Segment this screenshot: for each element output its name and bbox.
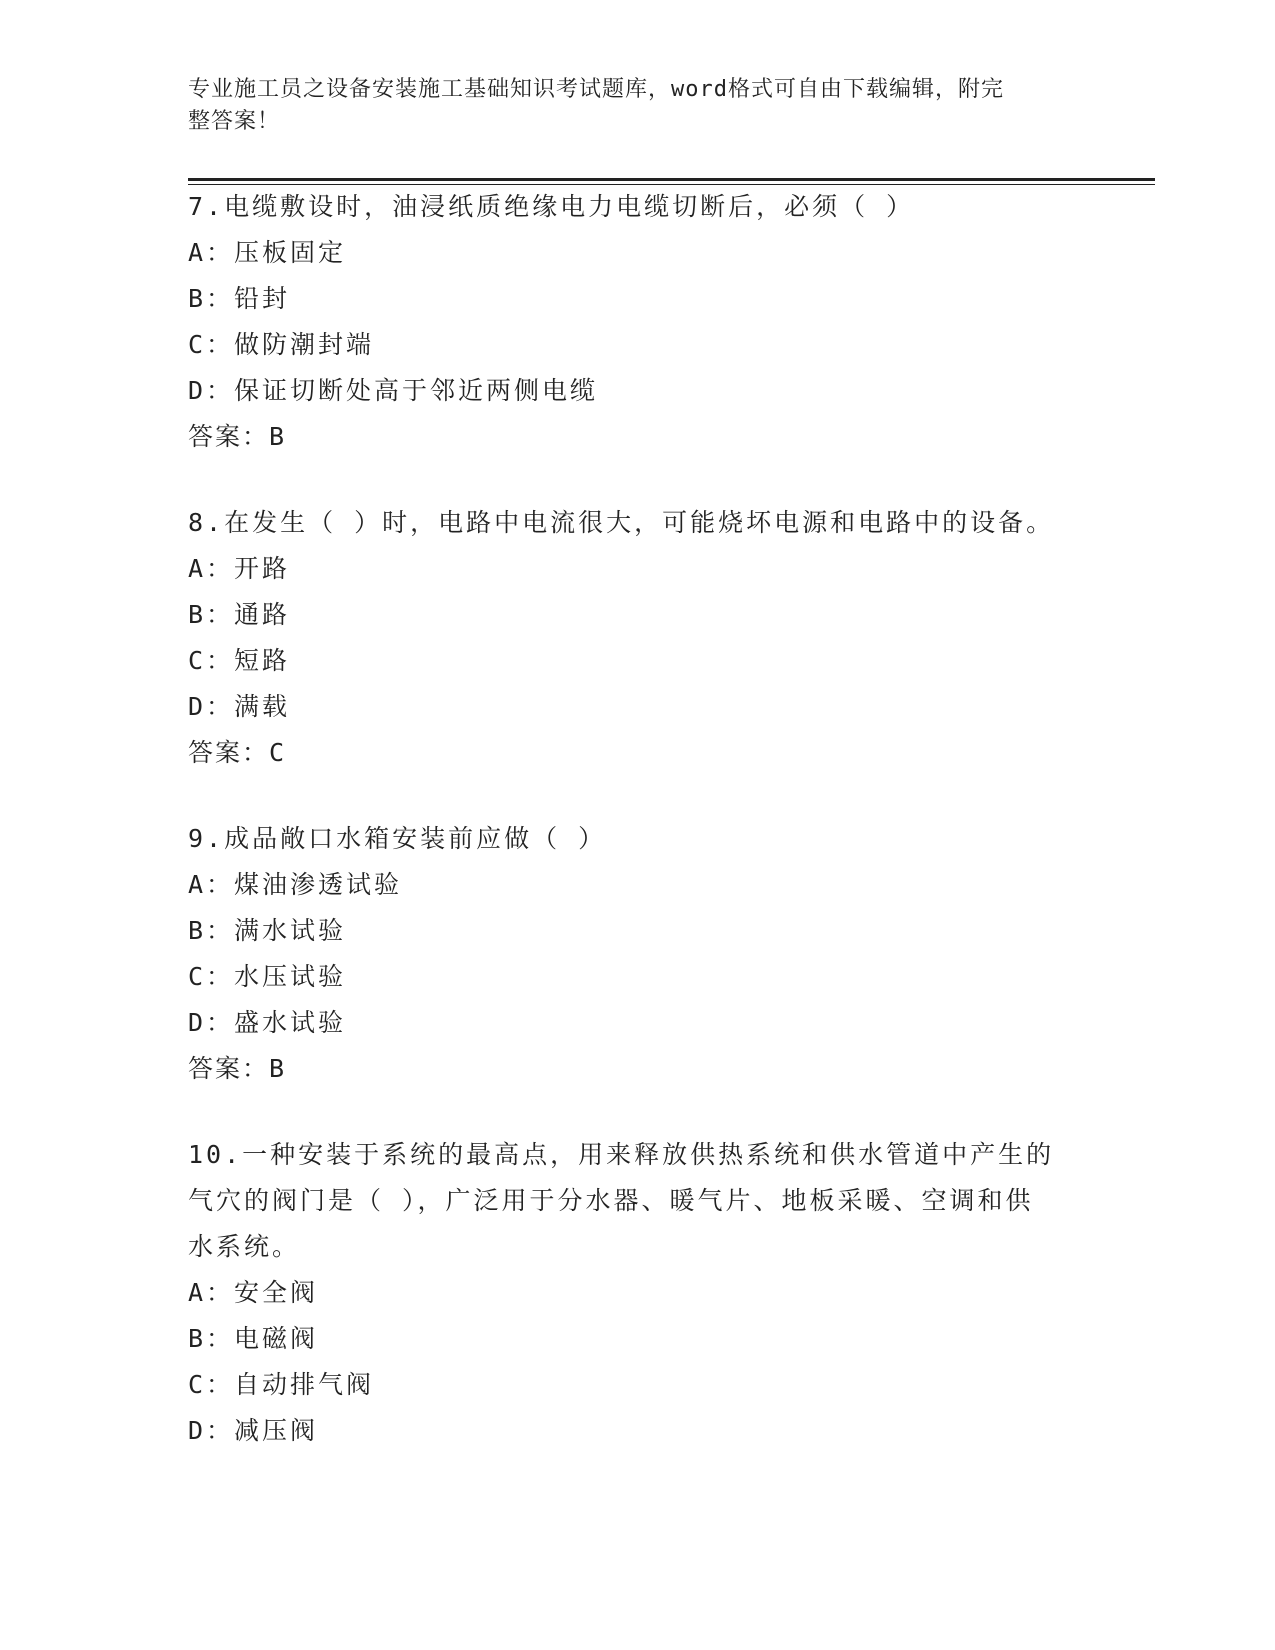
option-c: C：做防潮封端 bbox=[188, 330, 375, 359]
option-a: A：安全阀 bbox=[188, 1278, 319, 1307]
option-a: A：煤油渗透试验 bbox=[188, 870, 403, 899]
question-10 bbox=[188, 1132, 1088, 1454]
question-text-line-1: 10.一种安装于系统的最高点，用来释放供热系统和供水管道中产生的 bbox=[188, 1140, 1055, 1169]
option-a: A：压板固定 bbox=[188, 238, 347, 267]
document-header bbox=[188, 74, 1088, 138]
option-b: B：满水试验 bbox=[188, 916, 347, 945]
question-text: 7.电缆敷设时，油浸纸质绝缘电力电缆切断后，必须（ ） bbox=[188, 192, 915, 221]
question-text-line-3: 水系统。 bbox=[188, 1232, 301, 1261]
answer: 答案：B bbox=[188, 422, 287, 451]
option-a: A：开路 bbox=[188, 554, 291, 583]
question-text: 9.成品敞口水箱安装前应做（ ） bbox=[188, 824, 607, 853]
header-line-1: 专业施工员之设备安装施工基础知识考试题库，word格式可自由下载编辑，附完 bbox=[188, 77, 1004, 102]
option-d: D：保证切断处高于邻近两侧电缆 bbox=[188, 376, 599, 405]
option-b: B：铅封 bbox=[188, 284, 291, 313]
header-divider-thick bbox=[188, 178, 1155, 181]
question-9 bbox=[188, 816, 1088, 1092]
option-b: B：通路 bbox=[188, 600, 291, 629]
question-8 bbox=[188, 500, 1088, 776]
question-text: 8.在发生（ ）时，电路中电流很大，可能烧坏电源和电路中的设备。 bbox=[188, 508, 1055, 537]
option-d: D：盛水试验 bbox=[188, 1008, 347, 1037]
option-c: C：短路 bbox=[188, 646, 291, 675]
option-c: C：水压试验 bbox=[188, 962, 347, 991]
option-c: C：自动排气阀 bbox=[188, 1370, 375, 1399]
option-b: B：电磁阀 bbox=[188, 1324, 319, 1353]
answer: 答案：C bbox=[188, 738, 287, 767]
answer: 答案：B bbox=[188, 1054, 287, 1083]
option-d: D：减压阀 bbox=[188, 1416, 319, 1445]
question-7 bbox=[188, 184, 1088, 460]
question-text-line-2: 气穴的阀门是（ ），广泛用于分水器、暖气片、地板采暖、空调和供 bbox=[188, 1186, 1034, 1215]
option-d: D：满载 bbox=[188, 692, 291, 721]
header-line-2: 整答案！ bbox=[188, 109, 281, 134]
